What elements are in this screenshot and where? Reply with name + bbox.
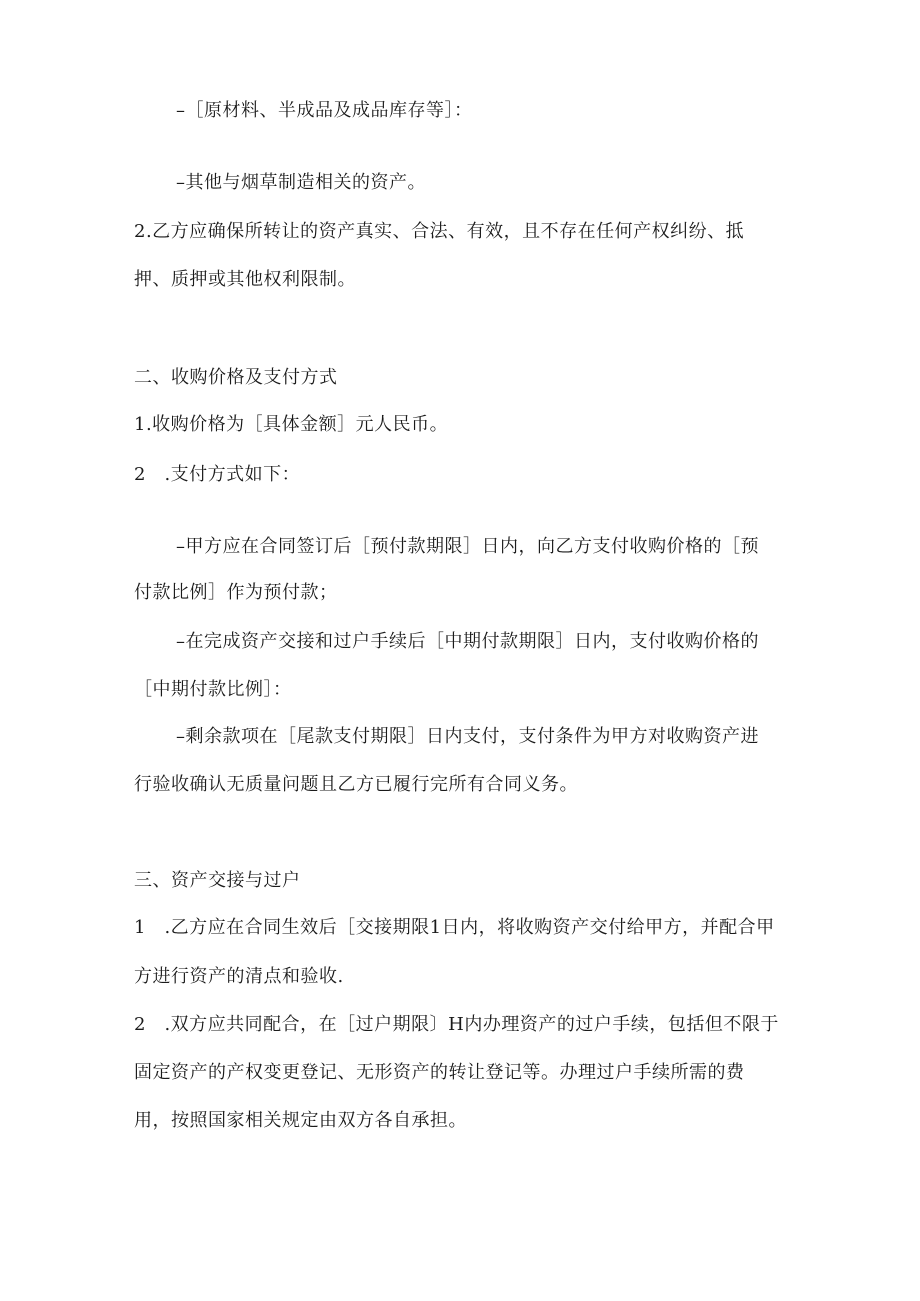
section-heading-handover: 三、资产交接与过户 <box>134 870 301 891</box>
section-heading-price-payment: 二、收购价格及支付方式 <box>134 367 338 388</box>
payment-final-line-1: –剩余款项在［尾款支付期限］日内支付，支付条件为甲方对收购资产进 <box>176 726 759 747</box>
payment-advance-line-2: 付款比例］作为预付款； <box>134 582 338 603</box>
clause-payment-method: 2 .支付方式如下： <box>134 464 301 485</box>
handover-clause-2-line-2: 固定资产的产权变更登记、无形资产的转让登记等。办理过户手续所需的费 <box>134 1062 745 1083</box>
list-item-inventory: –［原材料、半成品及成品库存等］： <box>176 100 473 121</box>
list-item-other-assets: –其他与烟草制造相关的资产。 <box>176 172 426 193</box>
payment-advance-line-1: –甲方应在合同签订后［预付款期限］日内，向乙方支付收购价格的［预 <box>176 536 759 557</box>
handover-clause-2-line-1: 2 .双方应共同配合，在［过户期限〕H内办理资产的过户手续，包括但不限于 <box>134 1014 779 1035</box>
payment-final-line-2: 行验收确认无质量问题且乙方已履行完所有合同义务。 <box>134 774 578 795</box>
payment-interim-line-2: ［中期付款比例］： <box>134 679 292 700</box>
handover-clause-1-line-1: 1 .乙方应在合同生效后［交接期限1日内，将收购资产交付给甲方，并配合甲 <box>134 917 775 938</box>
handover-clause-2-line-3: 用，按照国家相关规定由双方各自承担。 <box>134 1110 467 1131</box>
handover-clause-1-line-2: 方进行资产的清点和验收. <box>134 966 344 987</box>
payment-interim-line-1: –在完成资产交接和过户手续后［中期付款期限］日内，支付收购价格的 <box>176 631 759 652</box>
clause-price: 1.收购价格为［具体金额］元人民币。 <box>134 414 449 435</box>
clause-2-line-2: 押、质押或其他权利限制。 <box>134 269 356 290</box>
clause-2-line-1: 2.乙方应确保所转让的资产真实、合法、有效，且不存在任何产权纠纷、抵 <box>134 221 745 242</box>
